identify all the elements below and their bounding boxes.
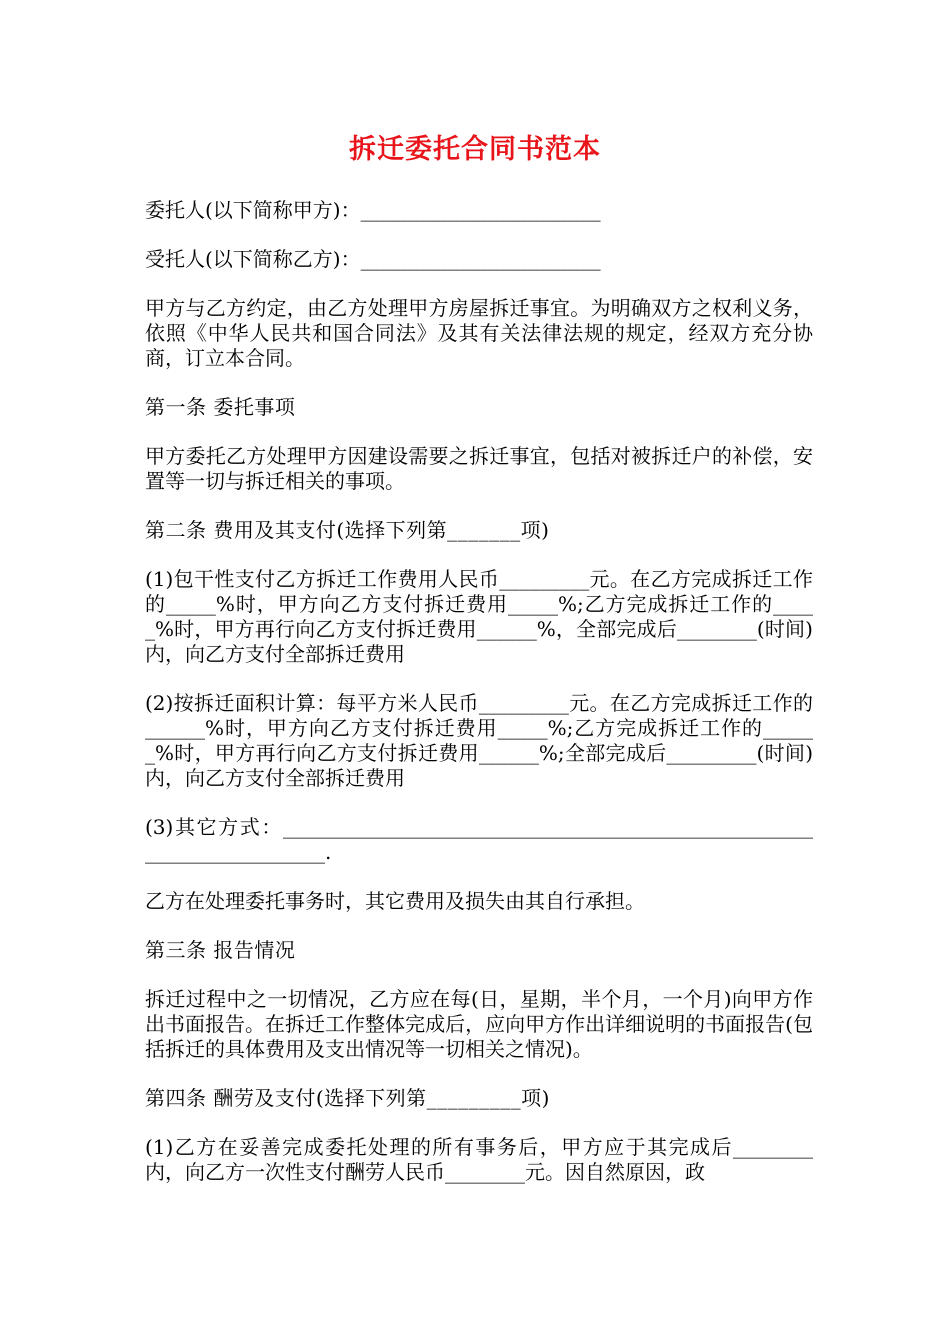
article-2-heading: 第二条 费用及其支付(选择下列第_______项) [145,518,550,542]
article-3-heading: 第三条 报告情况 [145,938,296,962]
article-2-note: 乙方在处理委托事务时，其它费用及损失由其自行承担。 [145,889,645,913]
party-a-line: 委托人(以下简称甲方)：________________________ [145,198,601,222]
document-title: 拆迁委托合同书范本 [349,134,601,165]
article-2-option-2: (2)按拆迁面积计算：每平方米人民币_________元。在乙方完成拆迁工作的______%时，甲方向乙方支付拆迁费用_____%;乙方完成拆迁工作的______%时，甲方再行向乙方支付拆迁费用______%;全部完成后_________(时间)内，向乙方支付全部拆迁费用 [145,691,813,790]
document-body [145,198,813,1209]
article-1-heading: 第一条 委托事项 [145,395,296,419]
preamble-paragraph: 甲方与乙方约定，由乙方处理甲方房屋拆迁事宜。为明确双方之权利义务，依照《中华人民共和国合同法》及其有关法律法规的规定，经双方充分协商，订立本合同。 [145,296,813,370]
article-3-paragraph: 拆迁过程中之一切情况，乙方应在每(日，星期，半个月，一个月)向甲方作出书面报告。在拆迁工作整体完成后，应向甲方作出详细说明的书面报告(包括拆迁的具体费用及支出情况等一切相关之情况)。 [145,987,813,1061]
article-1-paragraph: 甲方委托乙方处理甲方因建设需要之拆迁事宜，包括对被拆迁户的补偿，安置等一切与拆迁相关的事项。 [145,444,813,493]
article-4-option-1: (1)乙方在妥善完成委托处理的所有事务后，甲方应于其完成后________内，向乙方一次性支付酬劳人民币________元。因自然原因，政 [145,1135,813,1184]
article-2-option-3: (3)其它方式：_______________________________________________________________________. [145,815,813,864]
article-2-option-1: (1)包干性支付乙方拆迁工作费用人民币_________元。在乙方完成拆迁工作的_____%时，甲方向乙方支付拆迁费用_____%;乙方完成拆迁工作的_____%时，甲方再行向乙方支付拆迁费用______%，全部完成后________(时间)内，向乙方支付全部拆迁费用 [145,567,813,666]
party-b-line: 受托人(以下简称乙方)：________________________ [145,247,601,271]
article-4-heading: 第四条 酬劳及支付(选择下列第_________项) [145,1086,550,1110]
